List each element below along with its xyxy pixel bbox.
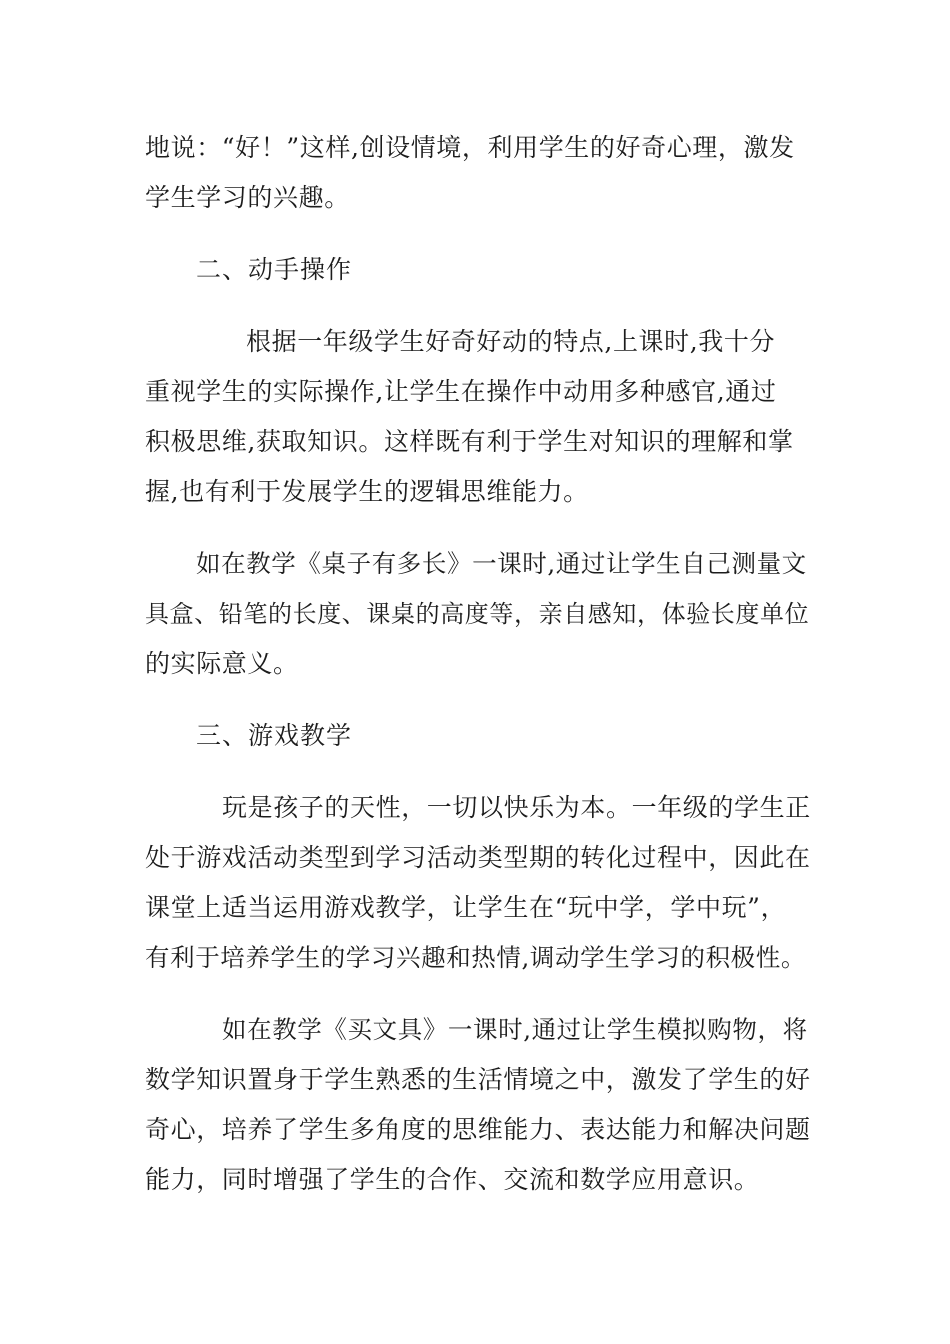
- text-line: 有利于培养学生的学习兴趣和热情,调动学生学习的积极性。: [145, 943, 806, 972]
- text-line: 数学知识置身于学生熟悉的生活情境之中，激发了学生的好: [145, 1065, 811, 1094]
- text-line: 课堂上适当运用游戏教学，让学生在“玩中学，学中玩”，: [145, 893, 787, 922]
- text-line: 处于游戏活动类型到学习活动类型期的转化过程中，因此在: [145, 843, 811, 872]
- text-line: 的实际意义。: [145, 649, 299, 678]
- text-line: 握,也有利于发展学生的逻辑思维能力。: [145, 477, 589, 506]
- text-line: 能力，同时增强了学生的合作、交流和数学应用意识。: [145, 1165, 760, 1194]
- text-line: 重视学生的实际操作,让学生在操作中动用多种感官,通过: [145, 377, 777, 406]
- section-heading: 二、动手操作: [196, 255, 353, 284]
- text-line: 根据一年级学生好奇好动的特点,上课时,我十分: [246, 327, 776, 356]
- text-line: 如在教学《桌子有多长》一课时,通过让学生自己测量文: [196, 549, 807, 578]
- text-line: 如在教学《买文具》一课时,通过让学生模拟购物，将: [222, 1015, 808, 1044]
- text-line: 学生学习的兴趣。: [145, 183, 350, 212]
- text-line: 奇心，培养了学生多角度的思维能力、表达能力和解决问题: [145, 1115, 811, 1144]
- text-line: 玩是孩子的天性，一切以快乐为本。一年级的学生正: [222, 793, 811, 822]
- text-line: 具盒、铅笔的长度、课桌的高度等，亲自感知，体验长度单位: [145, 600, 810, 628]
- section-heading: 三、游戏教学: [196, 721, 353, 750]
- text-line: 地说：“好！”这样,创设情境，利用学生的好奇心理，激发: [145, 133, 795, 162]
- text-line: 积极思维,获取知识。这样既有利于学生对知识的理解和掌: [145, 427, 794, 456]
